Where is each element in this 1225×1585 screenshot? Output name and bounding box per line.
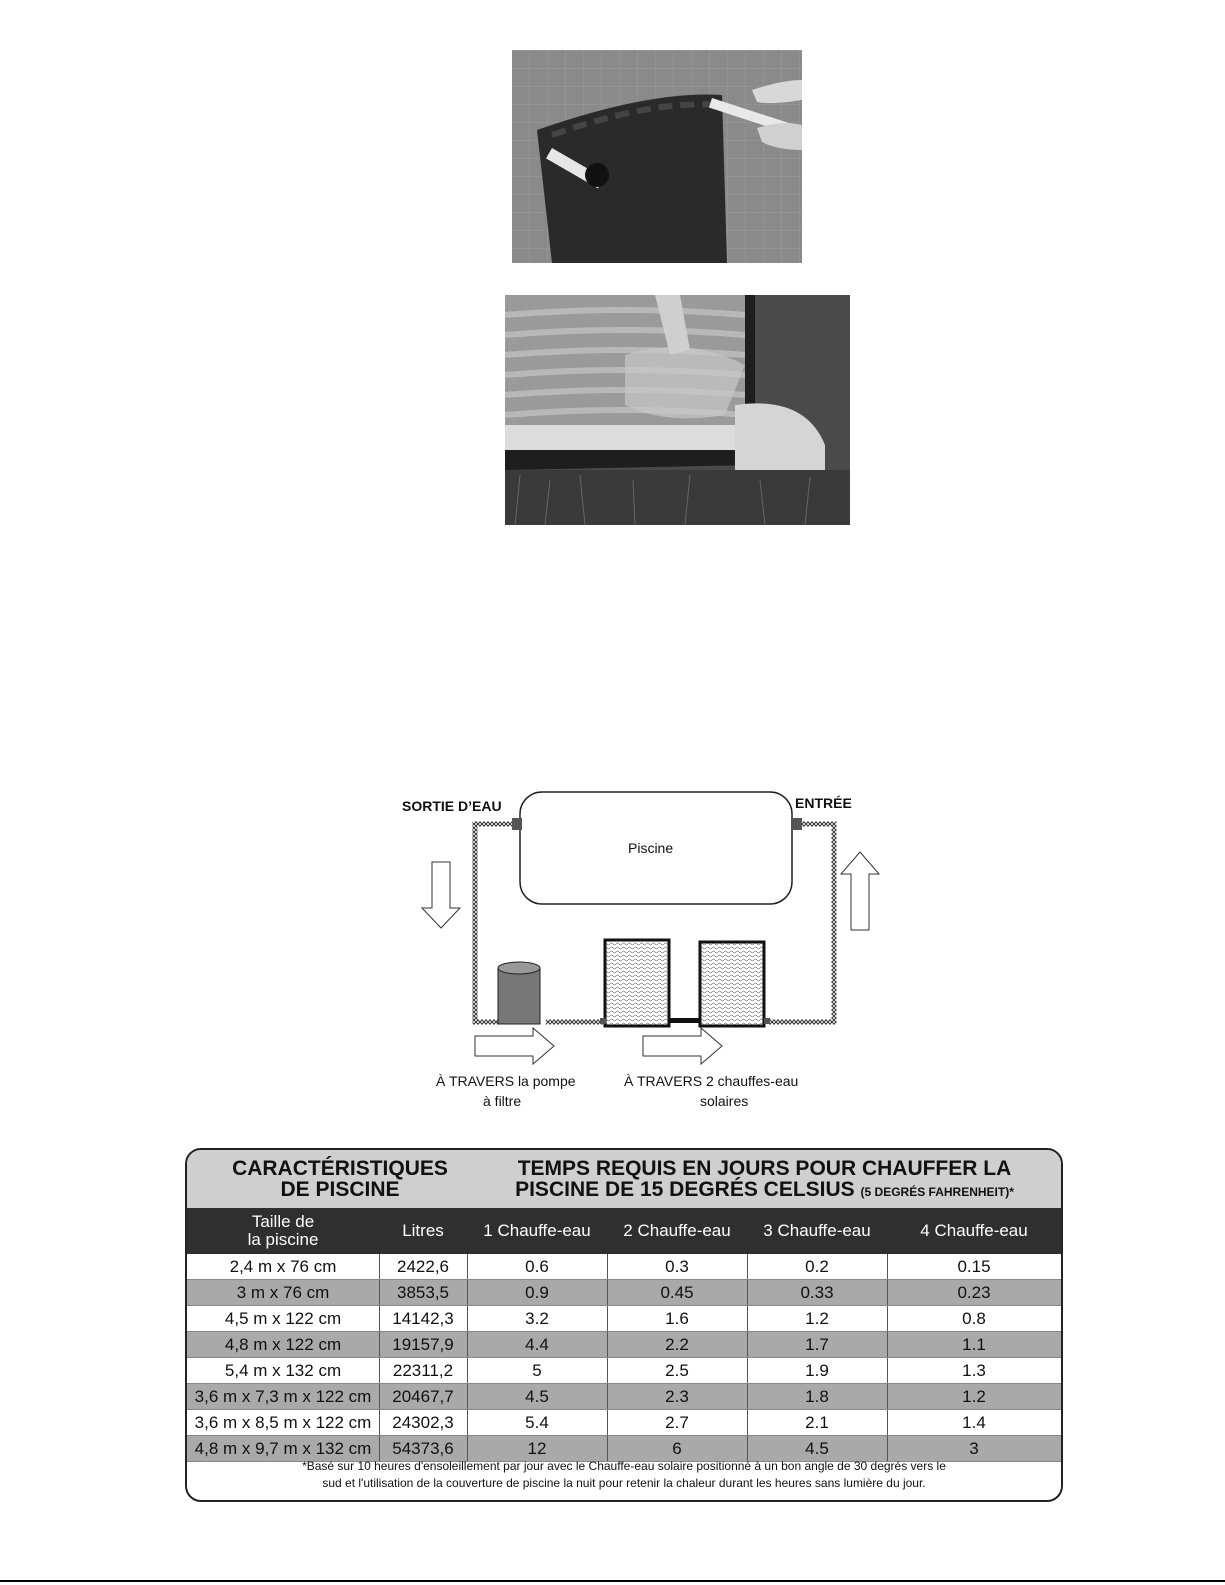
pump-label-line1: À TRAVERS la pompe	[436, 1073, 576, 1089]
heating-time-table	[185, 1148, 1063, 1502]
cell-liters: 14142,3	[379, 1306, 468, 1331]
pool-flow-diagram	[400, 790, 880, 1120]
heaters-label-line1: À TRAVERS 2 chauffes-eau	[624, 1073, 799, 1089]
col-pool-size	[187, 1208, 379, 1254]
pool-specs-heading-line1: CARACTÉRISTIQUES	[232, 1157, 448, 1180]
cell-1-heater: 0.9	[467, 1280, 608, 1305]
cell-3-heater: 1.8	[747, 1384, 888, 1409]
col-4-heater: 4 Chauffe-eau	[920, 1221, 1028, 1240]
cell-2-heater: 2.7	[607, 1410, 748, 1435]
col-1-heater: 1 Chauffe-eau	[483, 1221, 591, 1240]
heating-time-heading-line1: TEMPS REQUIS EN JOURS POUR CHAUFFER LA	[517, 1157, 1012, 1180]
cell-1-heater: 12	[467, 1436, 608, 1461]
heating-time-heading	[472, 1158, 1057, 1203]
solar-panel-handle-photo	[512, 50, 802, 263]
cell-2-heater: 0.3	[607, 1254, 748, 1279]
footnote-line2: sud et l'utilisation de la couverture de piscine la nuit pour retenir la chaleur durant les heures sans lumière du jour.	[322, 1476, 926, 1490]
cell-size: 2,4 m x 76 cm	[187, 1254, 380, 1279]
cell-liters: 2422,6	[379, 1254, 468, 1279]
cell-2-heater: 2.5	[607, 1358, 748, 1383]
cell-3-heater: 1.7	[747, 1332, 888, 1357]
col-3-heater: 3 Chauffe-eau	[763, 1221, 871, 1240]
pool-specs-heading	[205, 1158, 475, 1200]
cell-3-heater: 2.1	[747, 1410, 888, 1435]
column-header-row	[187, 1208, 1061, 1254]
cell-4-heater: 1.4	[962, 1413, 986, 1432]
table-body	[187, 1254, 1061, 1462]
cell-liters: 54373,6	[379, 1436, 468, 1461]
cell-1-heater: 0.6	[467, 1254, 608, 1279]
cell-size: 5,4 m x 132 cm	[187, 1358, 380, 1383]
page-bottom-rule	[0, 1580, 1225, 1582]
cell-4-heater: 0.23	[957, 1283, 991, 1302]
pool-label: Piscine	[628, 840, 674, 856]
cell-1-heater: 5	[467, 1358, 608, 1383]
cell-2-heater: 0.45	[607, 1280, 748, 1305]
cell-4-heater: 1.1	[962, 1335, 986, 1354]
cell-liters: 3853,5	[379, 1280, 468, 1305]
inlet-label: ENTRÉE	[795, 795, 852, 811]
cell-3-heater: 0.33	[747, 1280, 888, 1305]
cell-3-heater: 1.2	[747, 1306, 888, 1331]
table-row	[187, 1306, 1061, 1332]
cell-3-heater: 1.9	[747, 1358, 888, 1383]
cell-size: 3 m x 76 cm	[187, 1280, 380, 1305]
cell-size: 4,8 m x 122 cm	[187, 1332, 380, 1357]
col-liters: Litres	[402, 1221, 444, 1240]
cell-liters: 24302,3	[379, 1410, 468, 1435]
col-pool-size-line1: Taille de	[251, 1212, 315, 1231]
table-row	[187, 1280, 1061, 1306]
cell-1-heater: 4.4	[467, 1332, 608, 1357]
cell-3-heater: 4.5	[747, 1436, 888, 1461]
cell-1-heater: 5.4	[467, 1410, 608, 1435]
table-row	[187, 1410, 1061, 1436]
cell-liters: 20467,7	[379, 1384, 468, 1409]
table-footnote	[207, 1458, 1041, 1492]
cell-3-heater: 0.2	[747, 1254, 888, 1279]
cell-4-heater: 1.2	[962, 1387, 986, 1406]
cell-4-heater: 0.8	[962, 1309, 986, 1328]
col-2-heater: 2 Chauffe-eau	[623, 1221, 731, 1240]
pump-label-line2: à filtre	[483, 1093, 522, 1109]
col-pool-size-line2: la piscine	[247, 1230, 319, 1249]
cell-4-heater: 3	[969, 1439, 979, 1458]
cell-2-heater: 2.2	[607, 1332, 748, 1357]
footnote-line1: *Basé sur 10 heures d'ensoleillement par jour avec le Chauffe-eau solaire positionné à un bon angle de 30 degrés vers le	[302, 1459, 946, 1473]
outlet-label: SORTIE D’EAU	[402, 798, 502, 814]
cell-4-heater: 0.15	[957, 1257, 991, 1276]
solar-panel-film-photo	[505, 295, 850, 525]
cell-size: 4,8 m x 9,7 m x 132 cm	[187, 1436, 380, 1461]
table-row	[187, 1254, 1061, 1280]
table-row	[187, 1332, 1061, 1358]
cell-4-heater: 1.3	[962, 1361, 986, 1380]
table-title-bar	[187, 1150, 1061, 1208]
cell-size: 4,5 m x 122 cm	[187, 1306, 380, 1331]
cell-size: 3,6 m x 8,5 m x 122 cm	[187, 1410, 380, 1435]
cell-1-heater: 3.2	[467, 1306, 608, 1331]
cell-2-heater: 1.6	[607, 1306, 748, 1331]
heaters-label-line2: solaires	[700, 1093, 749, 1109]
fahrenheit-note: (5 DEGRÉS FAHRENHEIT)*	[860, 1185, 1014, 1199]
cell-1-heater: 4.5	[467, 1384, 608, 1409]
table-row	[187, 1358, 1061, 1384]
cell-size: 3,6 m x 7,3 m x 122 cm	[187, 1384, 380, 1409]
table-row	[187, 1384, 1061, 1410]
cell-2-heater: 6	[607, 1436, 748, 1461]
pool-specs-heading-line2: DE PISCINE	[280, 1178, 400, 1201]
cell-2-heater: 2.3	[607, 1384, 748, 1409]
heating-time-heading-line2: PISCINE DE 15 DEGRÉS CELSIUS	[515, 1178, 855, 1201]
cell-liters: 22311,2	[379, 1358, 468, 1383]
cell-liters: 19157,9	[379, 1332, 468, 1357]
